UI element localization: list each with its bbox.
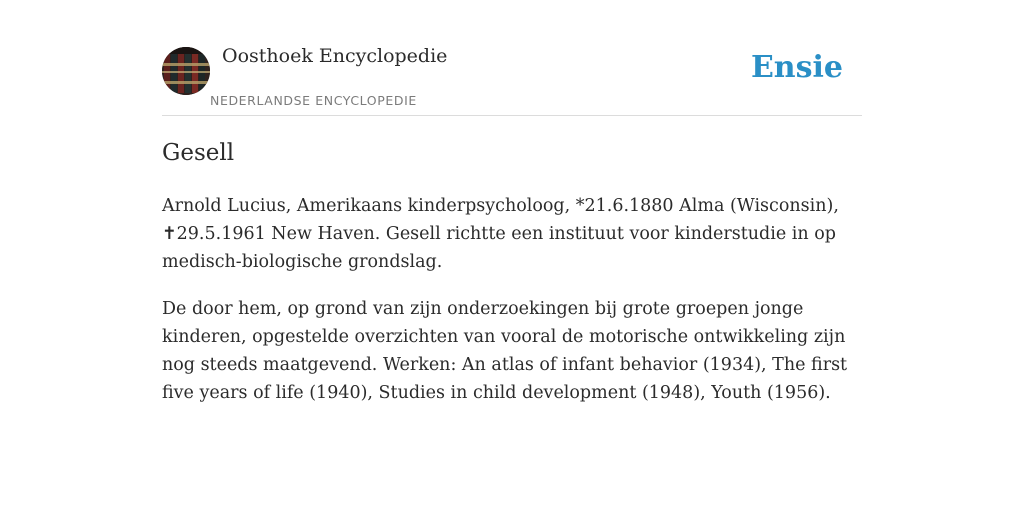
site-subtitle: NEDERLANDSE ENCYCLOPEDIE <box>210 93 417 108</box>
encyclopedia-books-icon[interactable] <box>162 47 210 95</box>
site-header <box>162 0 862 116</box>
content-container <box>162 0 862 403</box>
site-title[interactable]: Oosthoek Encyclopedie <box>222 45 448 67</box>
entry-title: Gesell <box>162 140 235 166</box>
entry-paragraph: Arnold Lucius, Amerikaans kinderpsycholoog, *21.6.1880 Alma (Wisconsin), ✝29.5.1961 New Haven. Gesell richtte een instituut voor kinderstudie in op medisch-biologische grondslag. <box>162 196 839 272</box>
ensie-logo[interactable]: Ensie <box>750 50 843 85</box>
entry-paragraph: De door hem, op grond van zijn onderzoekingen bij grote groepen jonge kinderen, opgestelde overzichten van vooral de motorische ontwikkeling zijn nog steeds maatgevend. Werken: An atlas of infant behavior (1934), The first five years of life (1940), Studies in child development (1948), Youth (1956). <box>162 299 848 403</box>
